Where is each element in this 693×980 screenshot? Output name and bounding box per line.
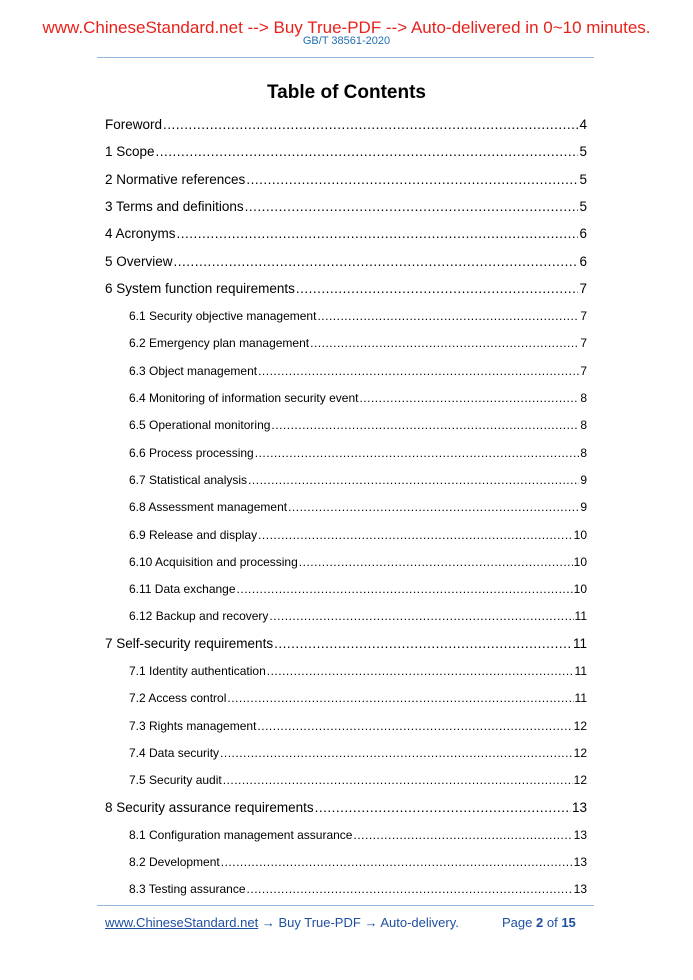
footer-buy-text: Buy True-PDF (278, 915, 361, 930)
footer-delivery-text: Auto-delivery. (380, 915, 459, 930)
toc-leader-dots (255, 444, 580, 462)
toc-entry-label: 6 System function requirements (105, 280, 295, 296)
toc-entry[interactable] (129, 416, 587, 434)
toc-entry[interactable] (129, 880, 587, 898)
toc-entry-page: 12 (573, 773, 587, 788)
toc-entry-label: 6.4 Monitoring of information security event (129, 391, 359, 405)
toc-entry-label: 8.3 Testing assurance (129, 882, 246, 897)
toc-entry[interactable] (129, 689, 587, 707)
toc-entry[interactable] (129, 662, 587, 680)
toc-leader-dots (310, 334, 579, 352)
toc-entry-page: 11 (574, 609, 587, 624)
toc-leader-dots (299, 553, 573, 571)
toc-leader-dots (245, 198, 579, 216)
toc-entry-page: 6 (579, 226, 587, 242)
toc-entry[interactable] (129, 744, 587, 762)
toc-leader-dots (271, 416, 579, 434)
toc-leader-dots (156, 143, 579, 161)
toc-leader-dots (221, 853, 573, 871)
toc-leader-dots (353, 826, 572, 844)
toc-entry[interactable] (129, 334, 587, 352)
toc-entry-page: 10 (573, 582, 587, 597)
toc-entry[interactable] (129, 389, 587, 407)
toc-entry-page: 4 (579, 117, 587, 132)
toc-entry[interactable] (129, 471, 587, 489)
toc-entry[interactable] (129, 717, 587, 735)
toc-entry[interactable] (129, 826, 587, 844)
toc-entry[interactable] (105, 143, 587, 161)
toc-entry-page: 8 (580, 391, 587, 405)
toc-entry[interactable] (129, 607, 587, 625)
toc-entry-label: 8.2 Development (129, 855, 220, 870)
toc-entry[interactable] (105, 116, 587, 134)
page-title: Table of Contents (266, 82, 427, 103)
toc-entry[interactable] (129, 553, 587, 571)
toc-leader-dots (177, 225, 579, 243)
toc-leader-dots (315, 799, 571, 817)
footer-promo (105, 915, 459, 931)
toc-leader-dots (163, 116, 578, 134)
toc-entry-label: 7.3 Rights management (129, 718, 257, 733)
toc-entry[interactable] (129, 362, 587, 380)
toc-entry[interactable] (105, 171, 587, 189)
toc-entry-page: 12 (573, 718, 587, 733)
toc-entry-page: 5 (579, 198, 587, 214)
toc-entry-label: 6.12 Backup and recovery (129, 609, 269, 624)
toc-entry[interactable] (105, 198, 587, 216)
toc-entry-page: 5 (579, 144, 587, 160)
toc-entry-label: 6.1 Security objective management (129, 309, 317, 324)
toc-entry-label: 8.1 Configuration management assurance (129, 827, 353, 842)
toc-entry-label: 5 Overview (105, 253, 173, 269)
toc-entry-label: 7.2 Access control (129, 691, 227, 706)
toc-entry-label: 6.3 Object management (129, 363, 258, 378)
toc-entry-label: 6.10 Acquisition and processing (129, 554, 298, 569)
toc-entry-label: 1 Scope (105, 144, 155, 160)
page-indicator (502, 915, 576, 931)
toc-entry-label: 6.8 Assessment management (129, 500, 288, 515)
toc-entry[interactable] (129, 307, 587, 325)
arrow-icon: → (261, 915, 275, 930)
toc-entry-page: 8 (580, 418, 587, 433)
toc-entry-page: 9 (580, 472, 587, 487)
toc-leader-dots (296, 280, 579, 298)
footer-site-link[interactable]: www.ChineseStandard.net (105, 915, 259, 930)
toc-entry-page: 7 (579, 280, 587, 296)
toc-leader-dots (274, 635, 572, 653)
toc-entry-page: 13 (573, 827, 587, 842)
toc-leader-dots (220, 744, 573, 762)
arrow-icon: → (364, 915, 378, 930)
toc-entry[interactable] (129, 580, 587, 598)
toc-entry[interactable] (105, 280, 587, 298)
toc-entry-page: 7 (580, 363, 587, 378)
toc-entry-page: 11 (572, 635, 587, 651)
toc-entry[interactable] (129, 444, 587, 462)
toc-entry-page: 12 (573, 745, 587, 760)
toc-entry-page: 13 (571, 799, 587, 815)
toc-leader-dots (174, 253, 579, 271)
standard-code: GB/T 38561-2020 (302, 35, 391, 47)
toc-entry[interactable] (129, 526, 587, 544)
toc-entry-label: 6.6 Process processing (129, 445, 254, 460)
toc-entry-label: 7.4 Data security (129, 745, 220, 760)
toc-entry-label: 6.7 Statistical analysis (129, 472, 248, 487)
toc-entry-page: 6 (579, 253, 587, 269)
toc-entry-label: 7.1 Identity authentication (129, 664, 266, 678)
of-word: of (546, 915, 558, 930)
toc-entry-label: 3 Terms and definitions (105, 198, 244, 214)
toc-entry-page: 10 (573, 527, 587, 542)
toc-entry-label: 7.5 Security audit (129, 773, 222, 788)
toc-entry-page: 13 (573, 882, 587, 897)
toc-entry[interactable] (129, 498, 587, 516)
toc-leader-dots (257, 717, 572, 735)
toc-leader-dots (317, 307, 579, 325)
toc-leader-dots (237, 580, 573, 598)
toc-leader-dots (267, 662, 574, 680)
toc-leader-dots (258, 526, 573, 544)
toc-leader-dots (246, 171, 578, 189)
toc-entry-page: 13 (573, 855, 587, 870)
toc-entry-page: 11 (574, 664, 587, 678)
toc-leader-dots (258, 362, 579, 380)
toc-entry-page: 7 (580, 309, 587, 324)
toc-entry[interactable] (129, 771, 587, 789)
toc-entry-page: 8 (580, 445, 587, 460)
toc-leader-dots (223, 771, 573, 789)
promo-banner[interactable]: www.ChineseStandard.net --> Buy True-PDF --> Auto-delivered in 0~10 minutes. (42, 18, 651, 37)
toc-entry-label: 6.11 Data exchange (129, 582, 236, 597)
toc-entry-label: 6.9 Release and display (129, 527, 258, 542)
header-divider (97, 57, 594, 58)
toc-entry[interactable] (105, 799, 587, 817)
page-word: Page (502, 915, 533, 930)
page-total: 15 (561, 915, 576, 930)
toc-entry-page: 7 (580, 336, 587, 351)
toc-entry[interactable] (105, 225, 587, 243)
toc-leader-dots (269, 607, 573, 625)
toc-entry-label: 7 Self-security requirements (105, 635, 274, 651)
toc-entry-page: 5 (579, 171, 587, 187)
toc-leader-dots (288, 498, 579, 516)
toc-entry-label: 4 Acronyms (105, 226, 176, 242)
toc-entry-label: 8 Security assurance requirements (105, 799, 314, 815)
toc-entry-label: 6.2 Emergency plan management (129, 336, 310, 351)
toc-leader-dots (227, 689, 573, 707)
toc-entry[interactable] (105, 253, 587, 271)
toc-leader-dots (359, 389, 579, 407)
page-current: 2 (536, 915, 544, 930)
toc-leader-dots (247, 880, 573, 898)
toc-entry-page: 11 (574, 691, 587, 706)
toc-entry-label: Foreword (105, 117, 163, 132)
toc-entry-label: 2 Normative references (105, 171, 246, 187)
toc-entry-page: 10 (573, 554, 587, 569)
toc-entry-label: 6.5 Operational monitoring (129, 418, 271, 433)
toc-entry[interactable] (129, 853, 587, 871)
toc-leader-dots (248, 471, 579, 489)
footer-divider (97, 905, 594, 906)
toc-entry-page: 9 (580, 500, 587, 515)
toc-entry[interactable] (105, 635, 587, 653)
